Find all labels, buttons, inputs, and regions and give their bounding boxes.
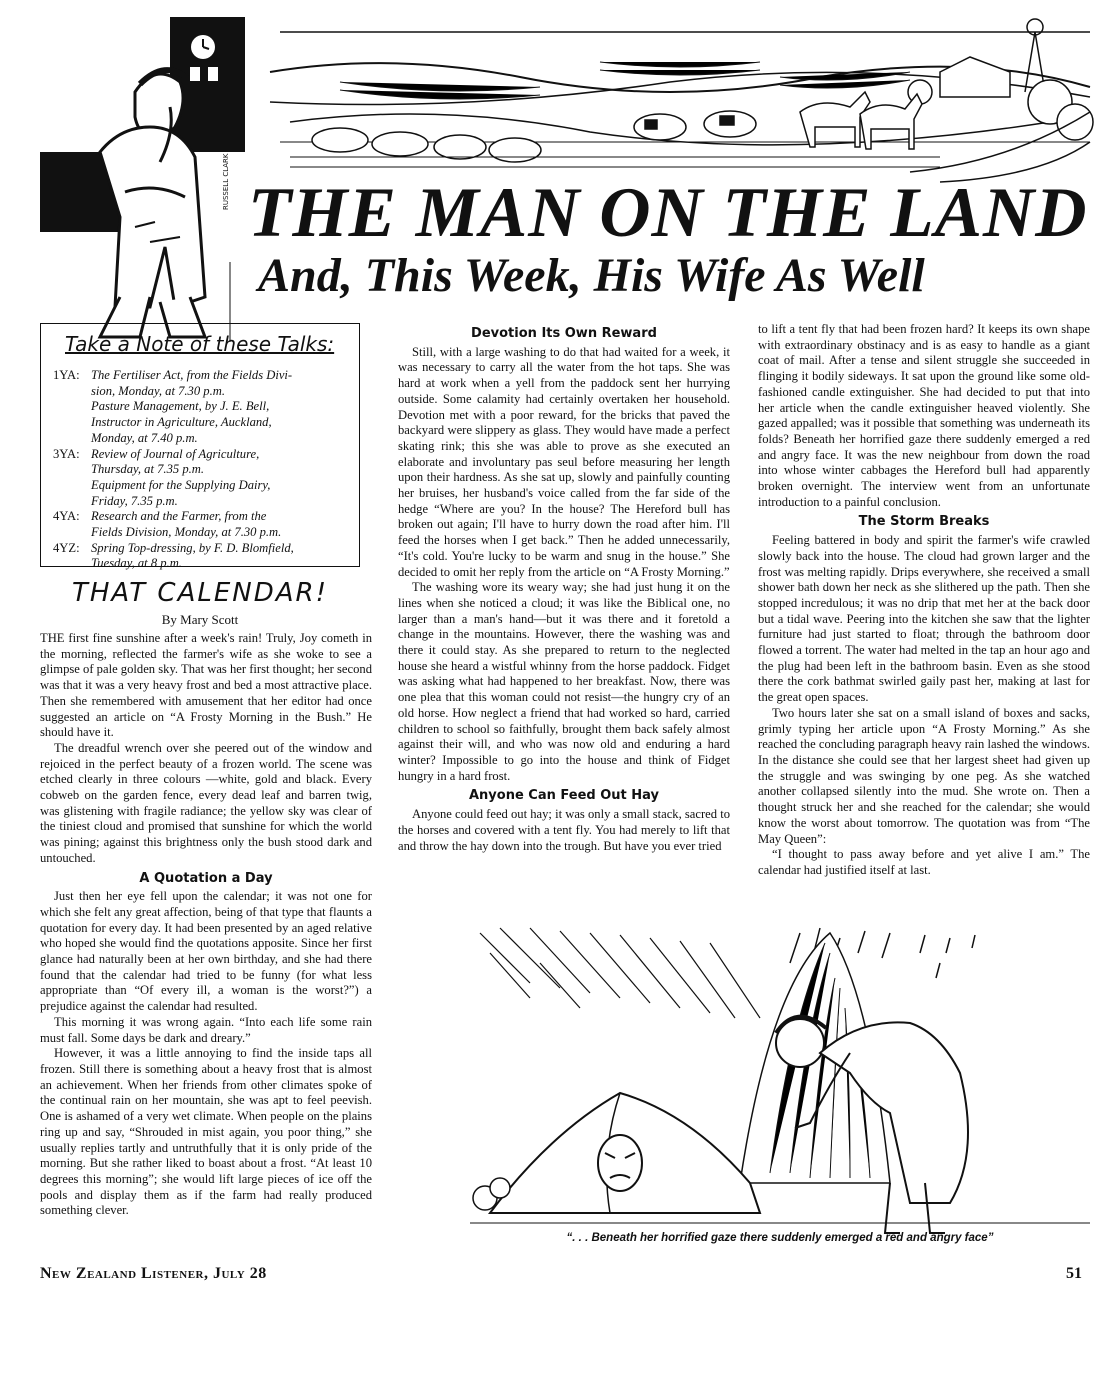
subheading: The Storm Breaks bbox=[858, 514, 990, 530]
paragraph: The dreadful wrench over she peered out of the window and rejoiced in the perfect beauty of a frozen world. The scene was etched clearly in three colours —white, gold and black. Every cobweb on the garden fence, every dead leaf and barren twig, was glistening with fragile radiance; the yellow sky was clear of the tiniest cloud and promised that sunshine for which the world was pining; against this brightness only the bush stood dark and untouched. bbox=[40, 740, 372, 865]
talk-line: Thursday, at 7.35 p.m. bbox=[91, 462, 205, 477]
paragraph: Just then her eye fell upon the calendar; it was not one for which she felt any great affection, being of that type that flaunts a quotation for every day. It had been presented by an aged relative who hoped she would find the quotations apposite. Since her first glance had naturally been at her own birthday, and she had there found that the calendar had tried to be funny (for what less appropriate than “Of every ill, a woman is the worst?”) a prejudice against the calendar had resulted. bbox=[40, 889, 372, 1014]
station-label: 3YA: bbox=[53, 446, 80, 461]
paragraph: Two hours later she sat on a small island of boxes and sacks, grimly typing her article upon “A Frosty Morning.” As she reached the concluding paragraph heavy rain lashed the windows. In the distance she could see that her largest sheet had given up the struggle and was swinging by one peg. As she watched another collapsed silently into the mud. She wrote on. Then a thought struck her and she reached for the calendar; she would know the worst about tomorrow. The quotation was from “The May Queen”: bbox=[758, 705, 1090, 846]
talk-line: Fields Division, Monday, at 7.30 p.m. bbox=[91, 525, 282, 540]
paragraph: THE first fine sunshine after a week's rain! Truly, Joy cometh in the morning, reflected the farmer's wife as she woke to see a glimpse of pale golden sky. That was her first thought; her second was that it was a very heavy frost and bed a most attractive place. Then she remembered with amusement that her editor had once suggested an article on “A Frosty Morning in the Bush.” He should have it. bbox=[40, 631, 372, 740]
talk-item bbox=[53, 447, 349, 510]
page-number: 51 bbox=[1066, 1265, 1082, 1282]
talk-line: Spring Top-dressing, by F. D. Blomfield, bbox=[91, 540, 294, 555]
station-label: 1YA: bbox=[53, 368, 80, 382]
paragraph: This morning it was wrong again. “Into each life some rain must fall. Some days be dark and dreary.” bbox=[40, 1014, 372, 1045]
talk-line: Research and the Farmer, from the bbox=[91, 509, 267, 524]
paragraph: However, it was a little annoying to find the inside taps all frozen. Still there is something about a heavy frost that is almost an achievement. When her friends from other climates spoke of the continual rain on her mountain, she was apt to feel peevish. One is ashamed of a very wet climate. When people on the plains ring up and say, “Shrouded in mist again, you poor thing,” she usually replies tartly and untruthfully that it is only pride of the morning. But she rather liked to boast about a frost. “At least 10 degrees this morning”; she would lift large pieces of ice off the pools and display them as if the farm had really produced something clever. bbox=[40, 1046, 372, 1218]
page-title: THE MAN ON THE LAND bbox=[248, 174, 1088, 252]
talk-line: The Fertiliser Act, from the Fields Divi- bbox=[91, 368, 293, 382]
talk-line: Instructor in Agriculture, Auckland, bbox=[91, 415, 272, 430]
paragraph: to lift a tent fly that had been frozen hard? It keeps its own shape with extraordinary obstinacy and is as easy to handle as a giant coat of mail. After a tense and silent struggle she succeeded in flinging it bodily sideways. It sat upon the ground like some old-fashioned candle extinguisher. She had decided to put that into her article when the candle extinguisher heaved violently. She gazed appalled; was it possible that something was underneath its folds? Beneath her horrified gaze there suddenly emerged a red and angry face. It was the new neighbour from down the road into whose winter cabbages the Hereford bull had apparently broken overnight. The interview went from an unfortunate introduction to a painful conclusion. bbox=[758, 322, 1090, 509]
subheading: Devotion Its Own Reward bbox=[471, 326, 657, 341]
article-column-2 bbox=[398, 322, 730, 854]
talks-heading: Take a Note of these Talks: bbox=[65, 332, 335, 356]
paragraph: Still, with a large washing to do that had waited for a week, it was necessary to carry all the water from the hot taps. She was hard at work when a yell from the paddock sent her hurrying outside. Some calamity had certainly overtaken her household. Devotion met with a poor reward, for the bricks that paved the backyard were slippery as glass. They would have made a perfect skating rink; this she was able to prove as she executed an elaborate and involuntary pas seul before measuring her length upon their hardness. As she sat up, slowly and painfully counting her bruises, her husband's voice called from the far side of the hedge “Where are you? In the house? The Hereford bull has broken out again; I'll have to hurry down the road after him. I'll feed the horses when I get back.” Then he added unnecessarily, “It's cold. You're lucky to be warm and snug in the house.” She decided to omit her reply from the article on “A Frosty Morning.” bbox=[398, 344, 730, 579]
publication-footer: New Zealand Listener, July 28 bbox=[40, 1265, 267, 1282]
paragraph: Feeling battered in body and spirit the farmer's wife crawled slowly back into the house. The cloud had grown larger and the frost was melting rapidly. Drips everywhere, she received a small shower bath down her neck as she slithered up the path. Then she stopped incredulous; it was no drip that met her at the back door but a tidal wave. Peering into the kitchen she saw that the lighter furniture had just started to float; through the bathroom door flowed a torrent. The water had melted in the tap an hour ago and the plug had been left in the bathroom basin. Even as she stood there the cork bathmat swirled gaily past her, making at last for the great open spaces. bbox=[758, 533, 1090, 705]
article-illustration bbox=[470, 923, 1090, 1243]
illustration-caption: “. . . Beneath her horrified gaze there suddenly emerged a red and angry face” bbox=[566, 1232, 994, 1244]
talk-line: Equipment for the Supplying Dairy, bbox=[91, 477, 271, 492]
talks-box bbox=[40, 323, 360, 571]
station-label: 4YA: bbox=[53, 509, 80, 524]
page-subtitle: And, This Week, His Wife As Well bbox=[258, 249, 925, 302]
artist-signature: RUSSELL CLARK bbox=[222, 153, 230, 210]
talk-line: Pasture Management, by J. E. Bell, bbox=[91, 399, 270, 414]
talk-line: Review of Journal of Agriculture, bbox=[91, 446, 260, 461]
station-label: 4YZ: bbox=[53, 540, 80, 555]
article-title: THAT CALENDAR! bbox=[71, 578, 329, 608]
paragraph: “I thought to pass away before and yet alive I am.” The calendar had justified itself at last. bbox=[758, 847, 1090, 877]
subheading: Anyone Can Feed Out Hay bbox=[468, 788, 659, 804]
talk-line: sion, Monday, at 7.30 p.m. bbox=[91, 383, 225, 398]
article-column-1 bbox=[40, 631, 372, 1219]
talk-line: Tuesday, at 8 p.m. bbox=[91, 556, 182, 571]
talk-line: Friday, 7.35 p.m. bbox=[91, 493, 178, 508]
paragraph: Anyone could feed out hay; it was only a small stack, sacred to the horses and covered with a tent fly. You had merely to lift that and throw the hay down into the trough. But have you ever tried bbox=[398, 807, 730, 853]
talk-item bbox=[53, 509, 349, 540]
paragraph: The washing wore its weary way; she had just hung it on the lines when she noticed a cloud; it was like the Biblical one, no larger than a man's hand—but it was there and it foretold a change in the mountains. However, there the washing was and there it could stay. As she prepared to return to the neglected house she heard a wistful whinny from the horse paddock. Fidget was asking what had happened to her breakfast. Now, there was one plea that this woman could not resist—the hungry cry of an old horse. How neglect a friend that had worked so hard, carried children to school so faithfully, brought them back safely almost against their will, and who was now old and enduring a hard winter? Impossible to go into the house and think of Fidget hungry in a hard frost. bbox=[398, 580, 730, 783]
talk-item bbox=[53, 541, 349, 572]
byline: By Mary Scott bbox=[161, 612, 239, 627]
article-column-3 bbox=[758, 322, 1090, 879]
subheading: A Quotation a Day bbox=[139, 870, 273, 886]
talk-line: Monday, at 7.40 p.m. bbox=[91, 430, 198, 445]
talk-item bbox=[53, 368, 349, 447]
